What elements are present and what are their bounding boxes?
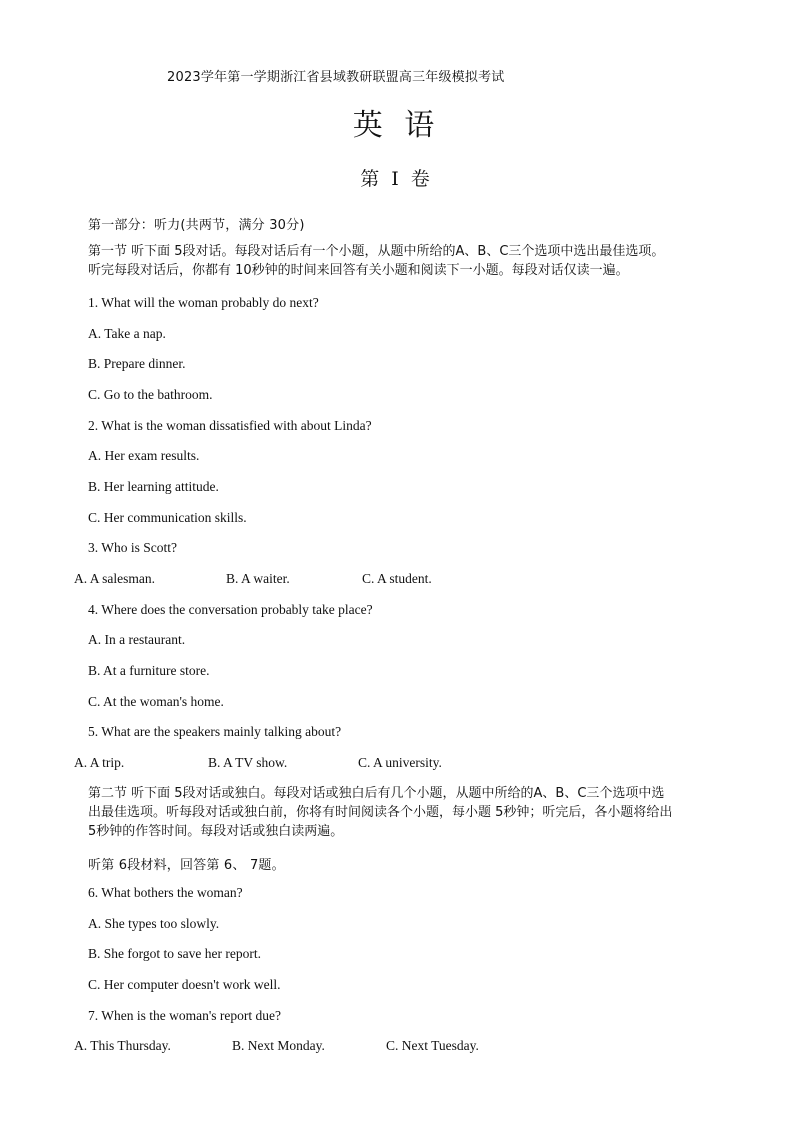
question-5-option-c: C. A university. (358, 755, 442, 770)
instruction-line: 听完每段对话后，你都有 10秒钟的时间来回答有关小题和阅读下一小题。每段对话仅读一遍。 (88, 263, 629, 278)
question-6-option-c: C. Her computer doesn't work well. (88, 977, 281, 992)
question-4-option-b: B. At a furniture store. (88, 663, 210, 678)
section1-instructions (88, 242, 738, 280)
question-7-option-c: C. Next Tuesday. (386, 1038, 479, 1053)
question-3-option-c: C. A student. (362, 571, 432, 586)
question-2-option-b: B. Her learning attitude. (88, 479, 219, 494)
question-3-option-a: A. A salesman. (74, 571, 155, 586)
question-2-option-a: A. Her exam results. (88, 448, 200, 463)
question-3-stem: 3. Who is Scott? (88, 540, 177, 555)
question-1-stem: 1. What will the woman probably do next? (88, 295, 319, 310)
question-4-option-a: A. In a restaurant. (88, 632, 186, 647)
section2-instructions (88, 784, 738, 841)
question-2-stem: 2. What is the woman dissatisfied with about Linda? (88, 418, 372, 433)
question-6-option-a: A. She types too slowly. (88, 916, 220, 931)
part1-heading: 第一部分：听力(共两节，满分 30分) (88, 218, 305, 233)
question-1-option-b: B. Prepare dinner. (88, 356, 186, 371)
exam-title: 2023学年第一学期浙江省县域教研联盟高三年级模拟考试 (167, 70, 505, 85)
question-5-stem: 5. What are the speakers mainly talking about? (88, 724, 342, 739)
instruction-line: 5秒钟的作答时间。每段对话或独白读两遍。 (88, 824, 344, 839)
question-7-option-a: A. This Thursday. (74, 1038, 171, 1053)
material-6-instruction: 听第 6段材料，回答第 6、 7题。 (88, 858, 285, 873)
question-4-stem: 4. Where does the conversation probably take place? (88, 602, 373, 617)
instruction-line: 第一节 听下面 5段对话。每段对话后有一个小题，从题中所给的A、B、C三个选项中选出最佳选项。 (88, 244, 665, 259)
question-7-stem: 7. When is the woman's report due? (88, 1008, 282, 1023)
question-5-option-b: B. A TV show. (208, 755, 288, 770)
question-6-stem: 6. What bothers the woman? (88, 885, 243, 900)
question-5-option-a: A. A trip. (74, 755, 125, 770)
question-1-option-c: C. Go to the bathroom. (88, 387, 213, 402)
question-7-option-b: B. Next Monday. (232, 1038, 325, 1053)
question-3-option-b: B. A waiter. (226, 571, 290, 586)
volume-title: 第 I 卷 (360, 168, 433, 190)
subject-title: 英 语 (352, 108, 441, 143)
instruction-line: 出最佳选项。听每段对话或独白前，你将有时间阅读各个小题，每小题 5秒钟；听完后，各小题将给出 (88, 805, 673, 820)
instruction-line: 第二节 听下面 5段对话或独白。每段对话或独白后有几个小题，从题中所给的A、B、C三个选项中选 (88, 786, 665, 801)
question-4-option-c: C. At the woman's home. (88, 694, 224, 709)
question-1-option-a: A. Take a nap. (88, 326, 166, 341)
question-6-option-b: B. She forgot to save her report. (88, 946, 261, 961)
question-2-option-c: C. Her communication skills. (88, 510, 247, 525)
